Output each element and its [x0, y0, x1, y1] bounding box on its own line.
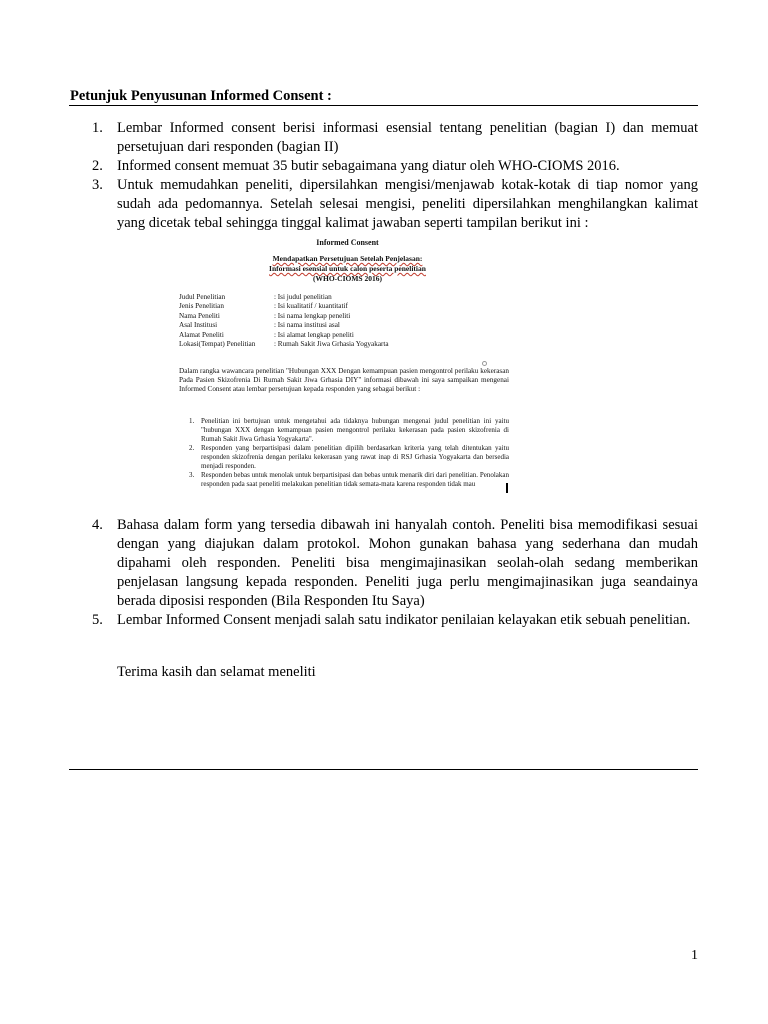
- example-list: [189, 417, 509, 489]
- example-heading-line-2: Informasi esensial untuk calon peserta penelitian: [269, 264, 426, 273]
- page-number: 1: [691, 948, 698, 963]
- list-item: [70, 157, 698, 176]
- item-text: Bahasa dalam form yang tersedia dibawah ini hanyalah contoh. Peneliti bisa memodifikasi sesuai dengan yang diajukan dalam protokol. Mohon gunakan bahasa yang sederhana dan mudah dipahami oleh responden. Peneliti bisa mengimajinasikan seolah-olah sedang memberikan penjelasan langsung kepada responden. Peneliti juga perlu mengimajinasikan juga seandainya berada diposisi responden (Bila Responden Itu Saya): [117, 517, 698, 609]
- field-value: : Isi judul penelitian: [274, 293, 332, 301]
- field-label: Nama Peneliti: [179, 311, 220, 320]
- field-label: Lokasi(Tempat) Penelitian: [179, 339, 256, 348]
- example-field-row: [179, 321, 516, 330]
- item-text: Informed consent memuat 35 butir sebagaimana yang diatur oleh WHO-CIOMS 2016.: [117, 158, 620, 174]
- example-list-item: [189, 417, 509, 444]
- anchor-marker-icon: [482, 361, 487, 366]
- field-label: Jenis Penelitian: [179, 302, 224, 311]
- example-item-number: 2.: [189, 444, 195, 452]
- field-value: : Isi nama lengkap peneliti: [274, 311, 351, 320]
- example-title: Informed Consent: [316, 238, 379, 247]
- field-label: Alamat Peneliti: [179, 330, 224, 339]
- example-item-text: Responden yang berpartisipasi dalam penelitian dipilih berdasarkan kriteria yang telah ditentukan yaitu responden skizofrenia dengan perilaku kekerasan yang rawat inap di RSJ Grhasia Yogyakarta dan bersedia menjadi responden.: [201, 444, 509, 470]
- field-value: : Isi nama institusi asal: [274, 321, 340, 330]
- example-form-image: [179, 237, 516, 493]
- item-number: 1.: [92, 120, 103, 136]
- example-field-row: [179, 302, 516, 311]
- list-item: [70, 119, 698, 157]
- example-field-row: [179, 312, 516, 321]
- item-text: Untuk memudahkan peneliti, dipersilahkan mengisi/menjawab kotak-kotak di tiap nomor yang sudah ada pedomannya. Setelah selesai mengisi, peneliti dipersilahkan menghilangkan kalimat yang dicetak tebal sehingga tinggal kalimat jawaban seperti tampilan berikut ini :: [117, 177, 698, 231]
- list-item: [70, 176, 698, 233]
- instruction-list-part-2: [70, 516, 698, 630]
- example-item-text: Penelitian ini bertujuan untuk mengetahui ada tidaknya hubungan mengenai judul penelitian ini yaitu "hubungan XXX dengan kemampuan pasien mengontrol perilaku kekerasan pada pasien skizofrenia di Rumah Sakit Jiwa Grhasia Yogyakarta".: [201, 417, 509, 443]
- example-heading-line-1: Mendapatkan Persetujuan Setelah Penjelasan:: [272, 254, 423, 263]
- field-value: : Rumah Sakit Jiwa Grhasia Yogyakarta: [274, 339, 389, 348]
- title-underline: [69, 105, 698, 106]
- example-field-row: [179, 331, 516, 340]
- item-number: 2.: [92, 158, 103, 174]
- text-cursor-icon: [506, 483, 508, 493]
- list-item: [70, 516, 698, 611]
- item-number: 5.: [92, 612, 103, 628]
- page-title: Petunjuk Penyusunan Informed Consent :: [70, 88, 332, 104]
- example-field-row: [179, 340, 516, 349]
- example-heading-line-3: (WHO-CIOMS 2016): [313, 274, 382, 283]
- field-label: Asal Institusi: [179, 321, 218, 330]
- example-item-number: 1.: [189, 417, 195, 425]
- example-paragraph: Dalam rangka wawancara penelitian "Hubungan XXX Dengan kemampuan pasien mengontrol perilaku kekerasan Pada Pasien Skizofrenia Di Rumah Sakit Jiwa Grhasia DIY" informasi dibawah ini saya sampaikan mengenai Informed Consent atau lembar persetujuan kepada responden yang sebagai berikut :: [179, 367, 509, 394]
- field-value: : Isi kualitatif / kuantitatif: [274, 302, 348, 311]
- example-fields: [179, 293, 516, 349]
- example-field-row: [179, 293, 516, 302]
- field-label: Judul Penelitian: [179, 293, 226, 301]
- field-value: : Isi alamat lengkap peneliti: [274, 330, 354, 339]
- example-list-item: [189, 444, 509, 471]
- example-item-text: Responden bebas untuk menolak untuk berpartisipasi dan bebas untuk menarik diri dari penelitian. Penolakan responden pada saat peneliti melakukan penelitian tidak semata-mata karena responden tidak mau: [201, 471, 509, 488]
- item-number: 3.: [92, 177, 103, 193]
- example-list-item: [189, 471, 509, 489]
- item-text: Lembar Informed Consent menjadi salah satu indikator penilaian kelayakan etik sebuah penelitian.: [117, 612, 691, 628]
- example-item-number: 3.: [189, 471, 195, 479]
- list-item: [70, 611, 698, 630]
- item-text: Lembar Informed consent berisi informasi esensial tentang penelitian (bagian I) dan memuat persetujuan dari responden (bagian II): [117, 120, 698, 155]
- instruction-list-part-1: [70, 119, 698, 233]
- closing-text: Terima kasih dan selamat meneliti: [117, 664, 316, 680]
- bottom-divider: [69, 769, 698, 770]
- item-number: 4.: [92, 517, 103, 533]
- example-heading: [179, 254, 516, 284]
